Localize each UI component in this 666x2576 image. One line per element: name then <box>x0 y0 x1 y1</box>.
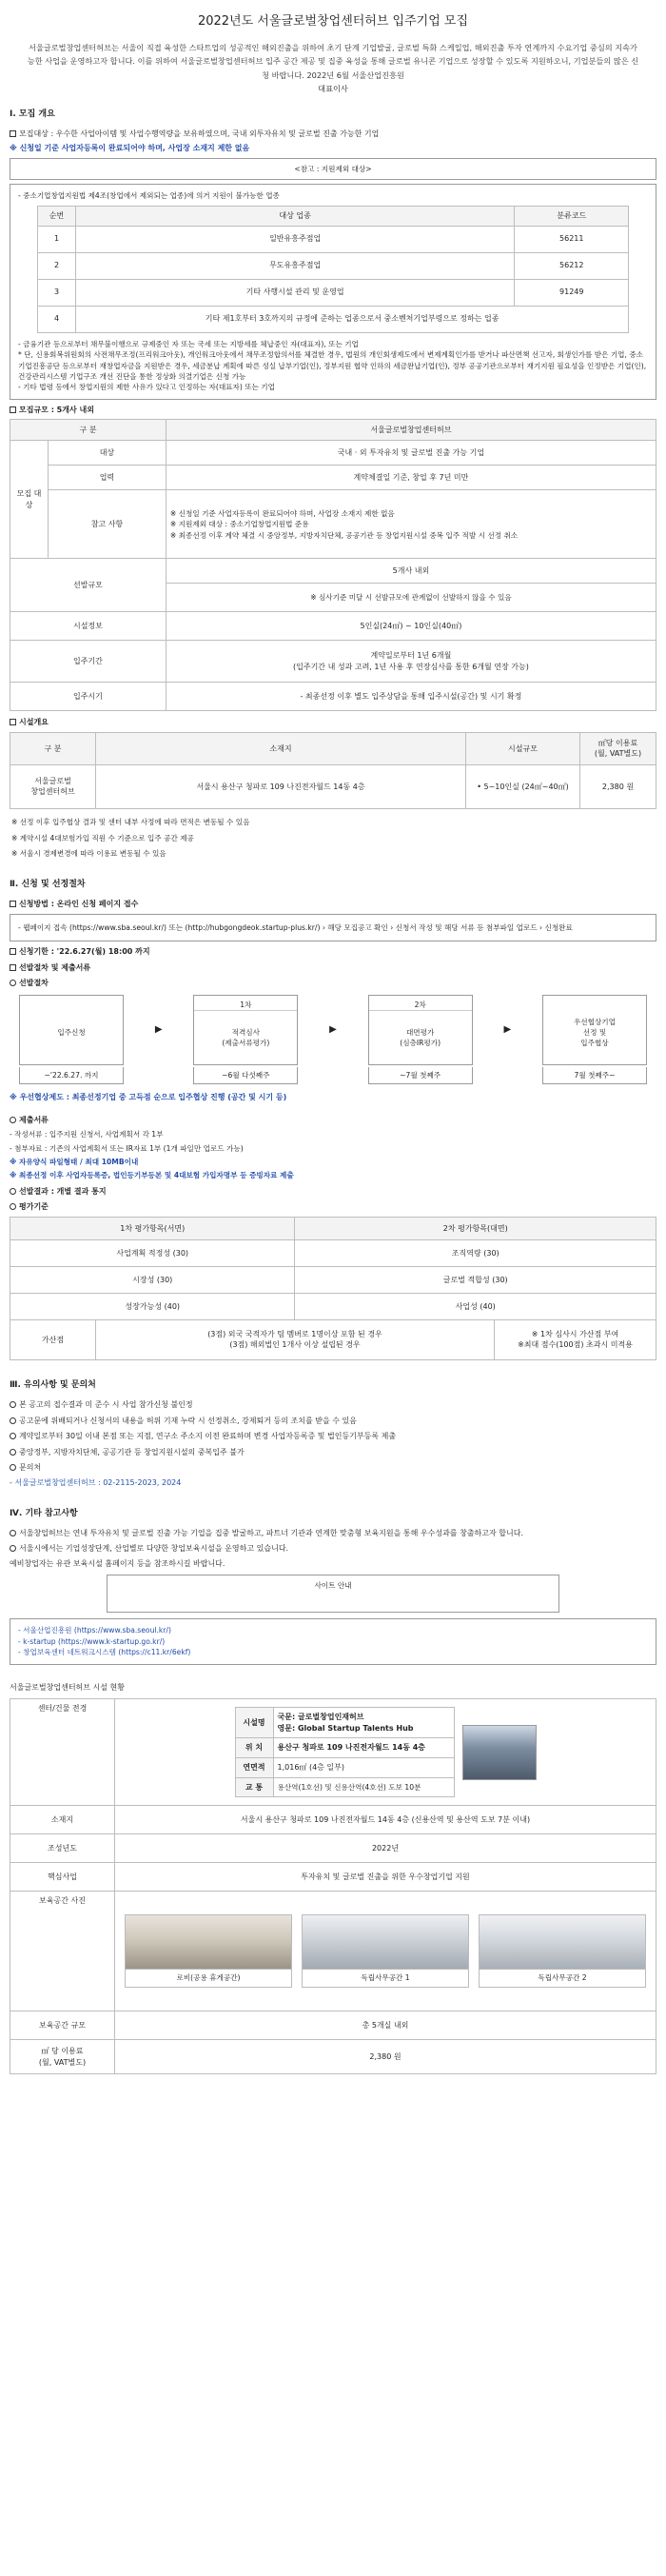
status-label-center: 센터/건물 전경 <box>10 1699 115 1806</box>
checkbox-square-icon <box>10 901 16 907</box>
criteria-cell: 사업계획 적정성 (30) <box>10 1239 295 1266</box>
criteria-cell: 사업성 (40) <box>295 1293 656 1319</box>
exclude-header-no: 순번 <box>38 206 76 226</box>
recruit-header-center: 서울글로벌창업센터허브 <box>166 420 656 441</box>
criteria-cell: 성장가능성 (40) <box>10 1293 295 1319</box>
bonus-label: 가산점 <box>10 1319 96 1359</box>
submit-item: - 작성서류 : 입주지원 신청서, 사업계획서 각 1부 <box>10 1130 164 1139</box>
row-value-ref: ※ 신청일 기준 사업자등록이 완료되어야 하며, 사업장 소재지 제한 없음 ※ 지원제외 대상 : 중소기업창업지원법 준용 ※ 최종선정 이후 계약 체결 시 중앙정부, 지방자치단체, 공공기관 등 창업지원시설 중복 입주 적발 시 선정 취소 <box>166 490 656 559</box>
bonus-items: (3점) 외국 국적자가 팀 멤버로 1명이상 포함 된 경우 (3점) 해외법인 1개사 이상 설립된 경우 <box>96 1319 495 1359</box>
exclude-caption: <참고 : 지원제외 대상> <box>10 158 656 180</box>
recruit-target-text: 모집대상 : 우수한 사업아이템 및 사업수행역량을 보유하였으며, 국내 외투자유치 및 글로벌 진출 가능한 기업 <box>19 129 380 138</box>
exclude-table <box>37 206 629 333</box>
status-center-info <box>115 1699 656 1806</box>
status-value-size: 총 5개실 내외 <box>115 2011 656 2040</box>
exclude-cell: 기타 제1호부터 3호까지의 규정에 준하는 업종으로서 중소벤처기업부령으로 정하는 업종 <box>76 306 629 332</box>
facility-line <box>10 717 656 728</box>
criteria-cell: 조직역량 (30) <box>295 1239 656 1266</box>
site-link-sba[interactable]: - 서울산업진흥원 (https://www.sba.seoul.kr/) <box>18 1626 171 1635</box>
flow-step-title: 입주신청 <box>57 1027 86 1037</box>
notice-text: 공고문에 위배되거나 신청서의 내용을 허위 기재 누락 시 선정취소, 강제퇴거 등의 조치를 받을 수 있음 <box>19 1416 357 1425</box>
flow-step-2 <box>368 995 473 1065</box>
office-1-photo <box>302 1914 469 1970</box>
photo-caption: 로비(공용 휴게공간) <box>125 1970 292 1987</box>
facility-cell: • 5~10인실 (24㎡~40㎡) <box>466 764 580 808</box>
exclude-box <box>10 184 656 399</box>
facility-cell: 서울시 용산구 청파로 109 나진전자월드 14동 4층 <box>96 764 466 808</box>
notice-text: 중앙정부, 지방자치단체, 공공기관 등 창업지원시설의 중복입주 불가 <box>19 1447 245 1456</box>
notice-item <box>10 1416 656 1427</box>
checkbox-square-icon <box>10 719 16 725</box>
bonus-note: ※ 1차 심사시 가산점 부여 ※최대 점수(100점) 초과시 미적용 <box>495 1319 656 1359</box>
row-value-term: 계약일로부터 1년 6개월 (입주기간 내 성과 고려, 1년 사용 후 연장심사를 통한 6개월 연장 가능) <box>166 641 656 683</box>
status-label-address: 소재지 <box>10 1806 115 1834</box>
criteria-header: 2차 평가항목(대면) <box>295 1217 656 1239</box>
exclude-cell: 기타 사행시설 관리 및 운영업 <box>76 279 515 306</box>
recruit-target-note: ※ 신청일 기준 사업자등록이 완료되어야 하며, 사업장 소재지 제한 없음 <box>10 144 250 153</box>
row-value-scale: 5개사 내외 <box>166 559 656 584</box>
site-list <box>10 1618 656 1664</box>
arrow-right-icon: ▶ <box>154 1023 163 1035</box>
facility-note: ※ 선정 이후 입주협상 결과 및 센터 내부 사정에 따라 면적은 변동될 수 있음 <box>11 817 250 826</box>
result-text: 선발결과 : 개별 결과 통지 <box>19 1186 107 1196</box>
photo-office-1 <box>302 1914 469 1987</box>
circle-bullet-icon <box>10 1203 16 1210</box>
flow-step-title: 1차 <box>240 1001 252 1010</box>
submit-note-2: ※ 최종선정 이후 사업자등록증, 법인등기부등본 및 4대보험 가입자명부 등 증빙자료 제출 <box>10 1171 294 1180</box>
row-label-start: 입주시기 <box>10 683 166 711</box>
ref-item <box>10 1543 656 1555</box>
criteria-table <box>10 1217 656 1360</box>
photo-office-2 <box>479 1914 646 1987</box>
facility-table <box>10 732 656 809</box>
checkbox-square-icon <box>10 130 16 137</box>
circle-bullet-icon <box>10 1464 16 1471</box>
notice-item <box>10 1462 656 1474</box>
status-label-role: 핵심사업 <box>10 1863 115 1892</box>
row-label-term: 입주기간 <box>10 641 166 683</box>
exclude-cell: 91249 <box>515 279 629 306</box>
flow-text: 선발절차 <box>19 979 49 988</box>
method-text: 신청방법 : 온라인 신청 페이지 접수 <box>19 900 139 909</box>
center-info-table <box>235 1707 455 1797</box>
facility-note: ※ 서울시 경제변경에 따라 이용료 변동될 수 있음 <box>11 849 166 859</box>
recruit-header-category: 구 분 <box>10 420 166 441</box>
exclude-header-code: 분류코드 <box>515 206 629 226</box>
facility-header: 시설규모 <box>466 732 580 764</box>
ref-text: 서울시에서는 기업성장단계, 산업별로 다양한 창업보육시설을 운영하고 있습니다. <box>19 1544 289 1554</box>
flow-date: ~'22.6.27. 까지 <box>19 1067 124 1084</box>
row-label-ref: 참고 사항 <box>49 490 166 559</box>
notice-item <box>10 1431 656 1442</box>
selection-flow <box>10 995 656 1065</box>
status-value-year: 2022년 <box>115 1834 656 1863</box>
section-3-heading: Ⅲ. 유의사항 및 문의처 <box>10 1379 96 1390</box>
flow-date: 7월 첫째주~ <box>542 1067 647 1084</box>
circle-bullet-icon <box>10 1545 16 1552</box>
arrow-right-icon: ▶ <box>329 1023 337 1035</box>
scale-text: 모집규모 : 5개사 내외 <box>19 405 94 414</box>
ref-text: 서울창업허브는 연내 투자유치 및 글로벌 진출 가능 기업을 집중 발굴하고, 파트너 기관과 연계한 맞춤형 보육지원을 통해 우수성과를 창출하고자 합니다. <box>19 1528 523 1537</box>
checkbox-square-icon <box>10 948 16 955</box>
flow-note: ※ 우선협상제도 : 최종선정기업 중 고득점 순으로 입주협상 진행 (공간 및 시기 등) <box>10 1093 287 1102</box>
circle-bullet-icon <box>10 1433 16 1439</box>
criteria-line <box>10 1201 656 1213</box>
circle-bullet-icon <box>10 1449 16 1456</box>
circle-bullet-icon <box>10 1530 16 1536</box>
info-value: 1,016㎡ (4층 일부) <box>273 1757 454 1777</box>
info-value: 국문: 글로벌창업인재허브 영문: Global Startup Talents Hub <box>273 1708 454 1738</box>
row-value-target: 국내 · 외 투자유치 및 글로벌 진출 가능 기업 <box>166 441 656 466</box>
status-value-fee: 2,380 원 <box>115 2040 656 2074</box>
page-title: 2022년도 서울글로벌창업센터허브 입주기업 모집 <box>197 14 469 29</box>
site-link-kstartup[interactable]: - k-startup (https://www.k-startup.go.kr/) <box>18 1636 166 1646</box>
exclude-cell: 무도유흥주점업 <box>76 252 515 279</box>
exclude-item-1: - 중소기업창업지원법 제4조(창업에서 제외되는 업종)에 의거 지원이 불가능한 업종 <box>18 191 280 201</box>
photo-caption: 독립사무공간 1 <box>302 1970 469 1987</box>
status-label-photo: 보육공간 사진 <box>10 1892 115 2011</box>
status-heading: 서울글로벌창업센터허브 시설 현황 <box>10 1682 126 1692</box>
recruit-label: 모집 대상 <box>10 441 49 559</box>
notice-text: 문의처 <box>19 1463 42 1473</box>
row-label-facility: 시설정보 <box>10 612 166 641</box>
submit-text: 제출서류 <box>19 1115 49 1124</box>
status-label-fee: ㎡ 당 이용료 (월, VAT별도) <box>10 2040 115 2074</box>
status-photos <box>115 1892 656 2011</box>
notice-item <box>10 1447 656 1458</box>
photo-lobby <box>125 1914 292 1987</box>
status-value-role: 투자유치 및 글로벌 진출을 위한 우수창업기업 지원 <box>115 1863 656 1892</box>
facility-header: ㎡당 이용료 (월, VAT별도) <box>580 732 656 764</box>
site-link-network[interactable]: - 창업보육센터 네트워크시스템 (https://c11.kr/6ekf) <box>18 1648 191 1657</box>
notice-text: 본 공고의 접수결과 미 준수 시 사업 참가신청 불인정 <box>19 1400 193 1410</box>
contact-line: - 서울글로벌창업센터허브 : 02-2115-2023, 2024 <box>10 1477 182 1487</box>
flow-dates <box>10 1067 656 1084</box>
flow-step-1 <box>193 995 298 1065</box>
exclude-cell: 2 <box>38 252 76 279</box>
notice-text: 계약일로부터 30일 이내 본점 또는 지점, 연구소 주소지 이전 완료하며 변경 사업자등록증 및 법인등기부등록 제출 <box>19 1432 397 1441</box>
period-text: 신청기한 : '22.6.27(월) 18:00 까지 <box>19 947 150 957</box>
circle-bullet-icon <box>10 1188 16 1195</box>
intro-signature: 대표이사 <box>318 83 348 93</box>
ref-text: 예비창업자는 유관 보육시설 홈페이지 등을 참조하시길 바랍니다. <box>10 1558 225 1568</box>
docs-text: 선발절차 및 제출서류 <box>19 962 91 972</box>
section-2-heading: Ⅱ. 신청 및 선정절차 <box>10 880 86 890</box>
facility-note: ※ 계약시설 4대보험가입 직원 수 기준으로 입주 공간 제공 <box>11 833 194 842</box>
flow-step-negotiate <box>542 995 647 1065</box>
exclude-cell: 56211 <box>515 226 629 252</box>
info-label: 위 치 <box>235 1738 273 1758</box>
section-1-heading: Ⅰ. 모집 개요 <box>10 109 55 119</box>
recruit-target-line <box>10 129 656 140</box>
ref-item <box>10 1528 656 1539</box>
submit-note-1: ※ 자유양식 파일형태 / 최대 10MB이내 <box>10 1158 139 1166</box>
intro-text: 서울글로벌창업센터허브는 서울이 직접 육성한 스타트업의 성공적인 해외진출을 위하여 초기 단계 기업발굴, 글로벌 특화 스케일업, 해외진출 투자 연계까지 수요기업 중심의 지속가능한 사업을 운영하고자 합니다. 이를 위하여 서울글로벌창업센터허브 입주 공간 제공 및 집중 육성을 통해 글로벌 유니콘 기업으로 성장할 수 있도록 지원하오니, 기업분들의 많은 신청 바랍니다. 2022년 6월 서울산업진흥원 <box>27 42 639 80</box>
exclude-note-3: - 기타 법령 등에서 창업지원의 제한 사유가 있다고 인정하는 자(대표자) 또는 기업 <box>18 383 275 392</box>
flow-step-title: 우선협상기업 선정 및 입주협상 <box>573 1017 616 1047</box>
method-line <box>10 899 656 910</box>
row-value-scale-note: ※ 심사기준 미달 시 선발규모에 관계없이 선발하지 않을 수 있음 <box>166 584 656 612</box>
status-value-address: 서울시 용산구 청파로 109 나진전자월드 14동 4층 (신용산역 및 용산역 도보 7분 이내) <box>115 1806 656 1834</box>
exclude-cell: 3 <box>38 279 76 306</box>
facility-cell: 2,380 원 <box>580 764 656 808</box>
flow-step-desc: 적격심사 (제출서류평가) <box>194 1010 297 1064</box>
arrow-right-icon: ▶ <box>503 1023 512 1035</box>
submit-item: - 첨부자료 : 기존의 사업계획서 또는 IR자료 1부 (1개 파일만 업로드 가능) <box>10 1143 244 1153</box>
status-label-year: 조성년도 <box>10 1834 115 1863</box>
checkbox-square-icon <box>10 964 16 971</box>
exclude-cell: 일반유흥주점업 <box>76 226 515 252</box>
flow-step-apply <box>19 995 124 1065</box>
method-box: - 웹페이지 접속 (https://www.sba.seoul.kr/) 또는 (http://hubgongdeok.startup-plus.kr/) › 해당 모집공고 확인 › 신청서 작성 및 해당 서류 등 첨부파일 업로드 › 신청완료 <box>10 914 656 941</box>
result-line <box>10 1186 656 1198</box>
exclude-header-type: 대상 업종 <box>76 206 515 226</box>
flow-date: ~7월 첫째주 <box>368 1067 473 1084</box>
flow-date: ~6월 다섯째주 <box>193 1067 298 1084</box>
site-caption: 사이트 안내 <box>107 1575 559 1613</box>
row-value-start: - 최종선정 이후 별도 입주상담을 통해 입주시설(공간) 및 시기 확정 <box>166 683 656 711</box>
info-label: 교 통 <box>235 1777 273 1797</box>
period-line <box>10 946 656 958</box>
section-4-heading: Ⅳ. 기타 참고사항 <box>10 1508 78 1518</box>
lobby-photo <box>125 1914 292 1970</box>
exclude-cell: 4 <box>38 306 76 332</box>
row-value-facility: 5인실(24㎡) ~ 10인실(40㎡) <box>166 612 656 641</box>
criteria-text: 평가기준 <box>19 1202 49 1212</box>
building-photo <box>462 1725 537 1780</box>
circle-bullet-icon <box>10 1417 16 1424</box>
submit-line <box>10 1115 656 1126</box>
notice-item <box>10 1399 656 1411</box>
info-value: 용산구 청파로 109 나진전자월드 14동 4층 <box>273 1738 454 1758</box>
circle-bullet-icon <box>10 1401 16 1408</box>
criteria-cell: 글로벌 적합성 (30) <box>295 1266 656 1293</box>
facility-header: 구 분 <box>10 732 96 764</box>
criteria-cell: 시장성 (30) <box>10 1266 295 1293</box>
row-label-period: 업력 <box>49 466 166 490</box>
status-label-size: 보육공간 규모 <box>10 2011 115 2040</box>
circle-bullet-icon <box>10 1117 16 1123</box>
row-label-target: 대상 <box>49 441 166 466</box>
row-value-period: 계약체결일 기준, 창업 후 7년 미만 <box>166 466 656 490</box>
facility-notes <box>11 817 656 860</box>
info-value: 용산역(1호선) 및 신용산역(4호선) 도보 10분 <box>273 1777 454 1797</box>
facility-header: 소재지 <box>96 732 466 764</box>
exclude-cell: 1 <box>38 226 76 252</box>
status-table <box>10 1698 656 2074</box>
facility-text: 시설개요 <box>19 718 49 727</box>
flow-step-desc: 대면평가 (심층IR평가) <box>369 1010 472 1064</box>
checkbox-square-icon <box>10 406 16 413</box>
row-label-scale: 선발규모 <box>10 559 166 612</box>
circle-bullet-icon <box>10 980 16 986</box>
docs-line <box>10 962 656 974</box>
flow-step-title: 2차 <box>414 1001 426 1010</box>
office-2-photo <box>479 1914 646 1970</box>
facility-cell: 서울글로벌 창업센터허브 <box>10 764 96 808</box>
exclude-note-2: * 단, 신용회복위원회의 사전채무조정(프리워크아웃), 개인워크아웃에서 채무조정합의서를 체결한 경우, 법원의 개인회생제도에서 변제계획인가를 받거나 파산면책 선고자, 회생인가를 받은 기업, 중소기업진흥공단 등으로부터 재창업자금을 지원받은 경우, 세금분납 계획에 따른 성실 납부기업(인), 정부지원 협약 인하의 세금완납기업(인), 정부 공공기관으로부터 재기지원 필요성을 인정받은 기업(인), 건강관리시스템 기업구조 개선 진단을 통한 정상화 의결기업은 신청 가능 <box>18 350 647 381</box>
photo-caption: 독립사무공간 2 <box>479 1970 646 1987</box>
exclude-note-1: - 금융기관 등으로부터 채무불이행으로 규제중인 자 또는 국세 또는 지방세를 체납중인 자(대표자), 또는 기업 <box>18 339 359 348</box>
criteria-header: 1차 평가항목(서면) <box>10 1217 295 1239</box>
scale-line <box>10 405 656 416</box>
recruit-table <box>10 419 656 711</box>
info-label: 시설명 <box>235 1708 273 1738</box>
flow-line <box>10 978 656 989</box>
info-label: 연면적 <box>235 1757 273 1777</box>
exclude-cell: 56212 <box>515 252 629 279</box>
